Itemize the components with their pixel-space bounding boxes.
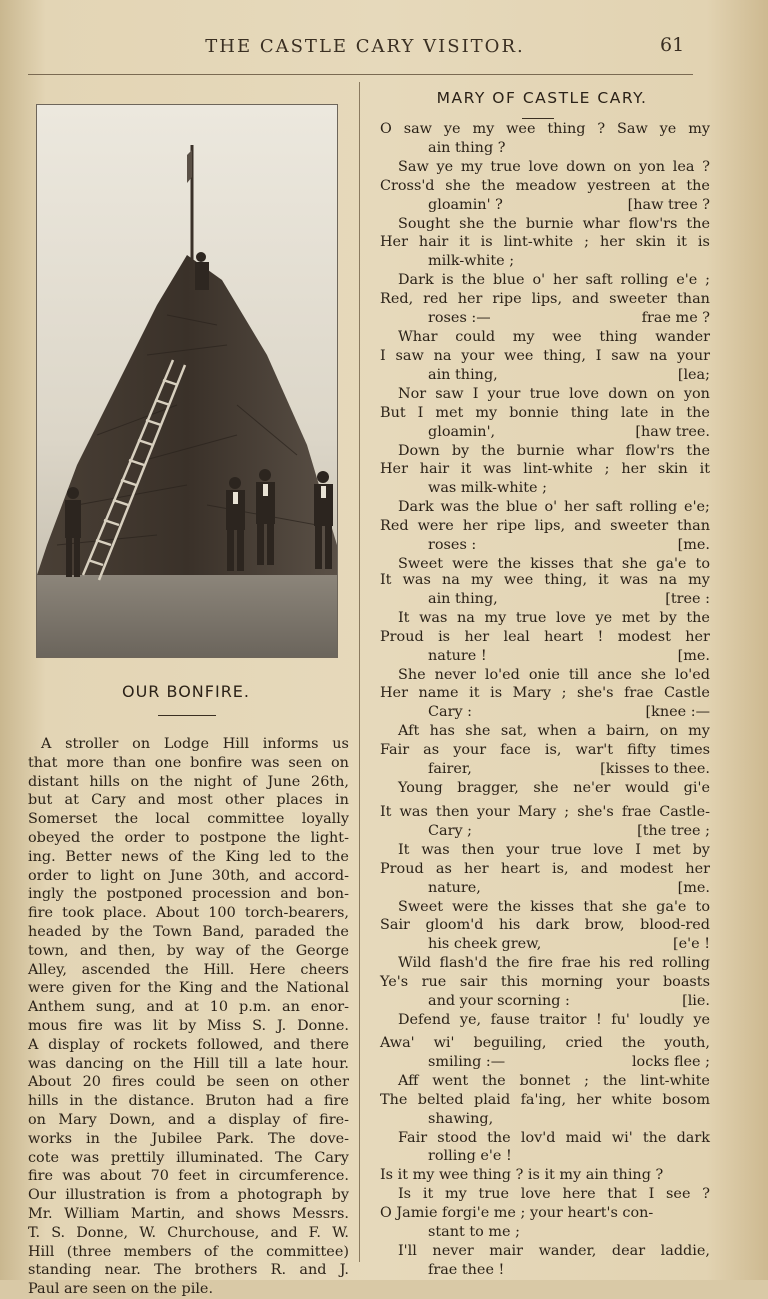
article-line: were given for the King and the National: [28, 980, 349, 997]
poem-line: Her hair it was lint-white ; her skin it: [380, 461, 710, 478]
article-line: was dancing on the Hill till a late hour.: [28, 1055, 349, 1072]
poem-turnover: [kisses to thee.: [600, 761, 710, 778]
poem-turnover: [haw tree ?: [627, 196, 710, 213]
poem-stanza: [380, 1034, 710, 1280]
poem-line: I'll never mair wander, dear laddie,: [398, 1242, 710, 1259]
poem-line: Nor saw I your true love down on yon: [398, 385, 710, 402]
poem-line: Cross'd she the meadow yestreen at the: [380, 177, 710, 194]
article-line: ing. Better news of the King led to the: [28, 848, 349, 865]
poem-line: O Jamie forgi'e me ; your heart's con-: [380, 1205, 654, 1222]
article-line: A display of rockets followed, and there: [28, 1036, 349, 1053]
poem-turnover: frae me ?: [641, 310, 710, 327]
poem-turnover: [tree :: [665, 590, 710, 607]
article-line: Somerset the local committee loyally: [28, 811, 349, 828]
poem-turnover: [me.: [677, 647, 710, 664]
article-line: Alley, ascended the Hill. Here cheers: [28, 961, 349, 978]
poem-turnover: [e'e !: [673, 936, 710, 953]
poem-line: [380, 760, 710, 779]
poem-turnover: [haw tree.: [635, 423, 710, 440]
poem-line: Sweet were the kisses that she ga'e to: [398, 898, 710, 915]
poem-line: stant to me ;: [428, 1224, 520, 1241]
poem-line: [380, 992, 710, 1011]
poem-line: rolling e'e !: [428, 1148, 512, 1165]
article-line: hills in the distance. Bruton had a fire: [28, 1093, 349, 1110]
poem-line: She never lo'ed onie till ance she lo'ed: [398, 666, 710, 683]
poem-line: Fair stood the lov'd maid wi' the dark: [398, 1129, 710, 1146]
title-rule: [158, 715, 216, 716]
article-line: distant hills on the night of June 26th,: [28, 773, 349, 790]
header-rule: [28, 74, 693, 75]
poem-line: Her hair it is lint-white ; her skin it is: [380, 234, 710, 251]
article-body: [28, 735, 349, 1299]
poem-line: [380, 1053, 710, 1072]
poem-turnover: [lea;: [677, 366, 710, 383]
article-line: Our illustration is from a photograph by: [28, 1187, 349, 1204]
poem-line: It was na my true love ye met by the: [398, 609, 710, 626]
poem-line: It was na my wee thing, it was na my: [380, 572, 710, 588]
poem-line: Young bragger, she ne'er would gi'e: [398, 779, 710, 796]
poem-line: shawing,: [428, 1110, 494, 1127]
article-line: on Mary Down, and a display of fire-: [28, 1111, 349, 1128]
article-line: About 20 fires could be seen on other: [28, 1074, 349, 1091]
poem-turnover: [me.: [677, 879, 710, 896]
article-line: fire took place. About 100 torch-bearers,: [28, 905, 349, 922]
article-line: obeyed the order to postpone the light-: [28, 829, 349, 846]
poem-line: It was then your true love I met by: [398, 841, 710, 858]
poem-line: O saw ye my wee thing ? Saw ye my: [380, 121, 710, 137]
poem-turnover: locks flee ;: [631, 1053, 710, 1070]
poem-line: The belted plaid fa'ing, her white bosom: [380, 1091, 710, 1108]
poem-line-text: and your scorning :: [428, 993, 570, 1010]
poem-line: Fair as your face is, war't fifty times: [380, 742, 710, 759]
poem-line-text: nature !: [428, 647, 487, 664]
poem-line-text: gloamin' ?: [428, 196, 503, 213]
poem-title: MARY OF CASTLE CARY.: [436, 89, 648, 107]
poem-line: [380, 196, 710, 215]
poem-line: [380, 366, 710, 385]
poem-line: Sweet were the kisses that she ga'e to: [398, 555, 710, 572]
poem-line-text: roses :—: [428, 310, 491, 327]
poem-line: milk-white ;: [428, 253, 515, 270]
poem-line: Proud is her leal heart ! modest her: [380, 628, 710, 645]
article-line: that more than one bonfire was seen on: [28, 754, 349, 771]
poem-line: [380, 935, 710, 954]
poem-line-text: roses :: [428, 537, 477, 554]
poem-line-text: nature,: [428, 879, 481, 896]
poem-title-rule: [522, 118, 554, 119]
article-line: town, and then, by way of the George: [28, 942, 349, 959]
article-line: Mr. William Martin, and shows Messrs.: [28, 1205, 349, 1222]
poem-line: Awa' wi' beguiling, cried the youth,: [380, 1035, 710, 1051]
article-line: T. S. Donne, W. Churchouse, and F. W.: [28, 1224, 349, 1241]
article-line: ingly the postponed procession and bon-: [28, 886, 349, 903]
poem-line: Red, red her ripe lips, and sweeter than: [380, 291, 710, 308]
poem-line: [380, 822, 710, 841]
poem-line: Saw ye my true love down on yon lea ?: [398, 158, 710, 175]
article-line: mous fire was lit by Miss S. J. Donne.: [28, 1017, 349, 1034]
hill-ground: [37, 575, 337, 657]
poem-stanza: [380, 803, 710, 1030]
poem-line: [380, 703, 710, 722]
column-divider: [359, 82, 360, 1262]
article-line: Anthem sung, and at 10 p.m. an enor-: [28, 999, 349, 1016]
article-title: OUR BONFIRE.: [122, 682, 250, 701]
article-line: Hill (three members of the committee): [28, 1243, 349, 1260]
poem-line: Her name it is Mary ; she's frae Castle: [380, 685, 710, 702]
article-line: order to light on June 30th, and accord-: [28, 867, 349, 884]
poem-line: Down by the burnie whar flow'rs the: [398, 442, 710, 459]
poem-turnover: [me.: [677, 537, 710, 554]
poem-line: [380, 309, 710, 328]
poem-line: ain thing ?: [428, 139, 506, 156]
poem-line: It was then your Mary ; she's frae Castle-: [380, 804, 710, 820]
poem-line: [380, 647, 710, 666]
poem-stanza: [380, 347, 710, 574]
poem-line: Dark is the blue o' her saft rolling e'e ;: [398, 272, 710, 289]
poem-line-text: fairer,: [428, 761, 472, 778]
poem-line: Aff went the bonnet ; the lint-white: [398, 1072, 710, 1089]
poem-line: Wild flash'd the fire frae his red rolling: [398, 955, 710, 972]
poem-line: Dark was the blue o' her saft rolling e'e;: [398, 499, 710, 516]
poem-line: Whar could my wee thing wander: [398, 328, 710, 345]
poem-line: [380, 536, 710, 555]
poem-line: Sought she the burnie whar flow'rs the: [398, 215, 710, 232]
article-line: but at Cary and most other places in: [28, 792, 349, 809]
poem-line-text: ain thing,: [428, 366, 498, 383]
article-line: standing near. The brothers R. and J.: [28, 1262, 349, 1279]
poem-line: [380, 879, 710, 898]
page-number: 61: [660, 34, 685, 56]
article-line: cote was prettily illuminated. The Cary: [28, 1149, 349, 1166]
poem-turnover: [the tree ;: [637, 822, 710, 839]
article-line: Paul are seen on the pile.: [28, 1281, 214, 1298]
article-line: fire was about 70 feet in circumference.: [28, 1168, 349, 1185]
poem-line-text: smiling :—: [428, 1053, 506, 1070]
poem-line: I saw na your wee thing, I saw na your: [380, 348, 710, 364]
poem-line: Red were her ripe lips, and sweeter than: [380, 518, 710, 535]
running-header-title: THE CASTLE CARY VISITOR.: [205, 36, 525, 57]
poem-line: Sair gloom'd his dark brow, blood-red: [380, 917, 710, 934]
poem-line: Aft has she sat, when a bairn, on my: [398, 723, 710, 740]
article-line: headed by the Town Band, paraded the: [28, 923, 349, 940]
poem-turnover: [knee :—: [645, 704, 710, 721]
poem-line: But I met my bonnie thing late in the: [380, 404, 710, 421]
poem-line: Proud as her heart is, and modest her: [380, 860, 710, 877]
poem-line-text: his cheek grew,: [428, 936, 542, 953]
poem-line: was milk-white ;: [428, 480, 547, 497]
poem-line: Is it my wee thing ? is it my ain thing ?: [380, 1167, 664, 1184]
poem-stanza: [380, 571, 710, 798]
bonfire-photograph: [36, 104, 338, 658]
poem-line-text: ain thing,: [428, 590, 498, 607]
poem-stanza: [380, 120, 710, 347]
poem-line: Is it my true love here that I see ?: [398, 1186, 710, 1203]
poem-line: Defend ye, fause traitor ! fu' loudly ye: [398, 1011, 710, 1028]
poem-line: [380, 590, 710, 609]
poem-line: frae thee !: [428, 1261, 505, 1278]
poem-line-text: Cary :: [428, 704, 473, 721]
poem-line: [380, 423, 710, 442]
poem-line: Ye's rue sair this morning your boasts: [380, 974, 710, 991]
article-line: A stroller on Lodge Hill informs us: [41, 736, 349, 752]
poem-line-text: Cary ;: [428, 822, 473, 839]
poem-turnover: [lie.: [682, 993, 710, 1010]
poem-line-text: gloamin',: [428, 423, 496, 440]
article-line: works in the Jubilee Park. The dove-: [28, 1130, 349, 1147]
